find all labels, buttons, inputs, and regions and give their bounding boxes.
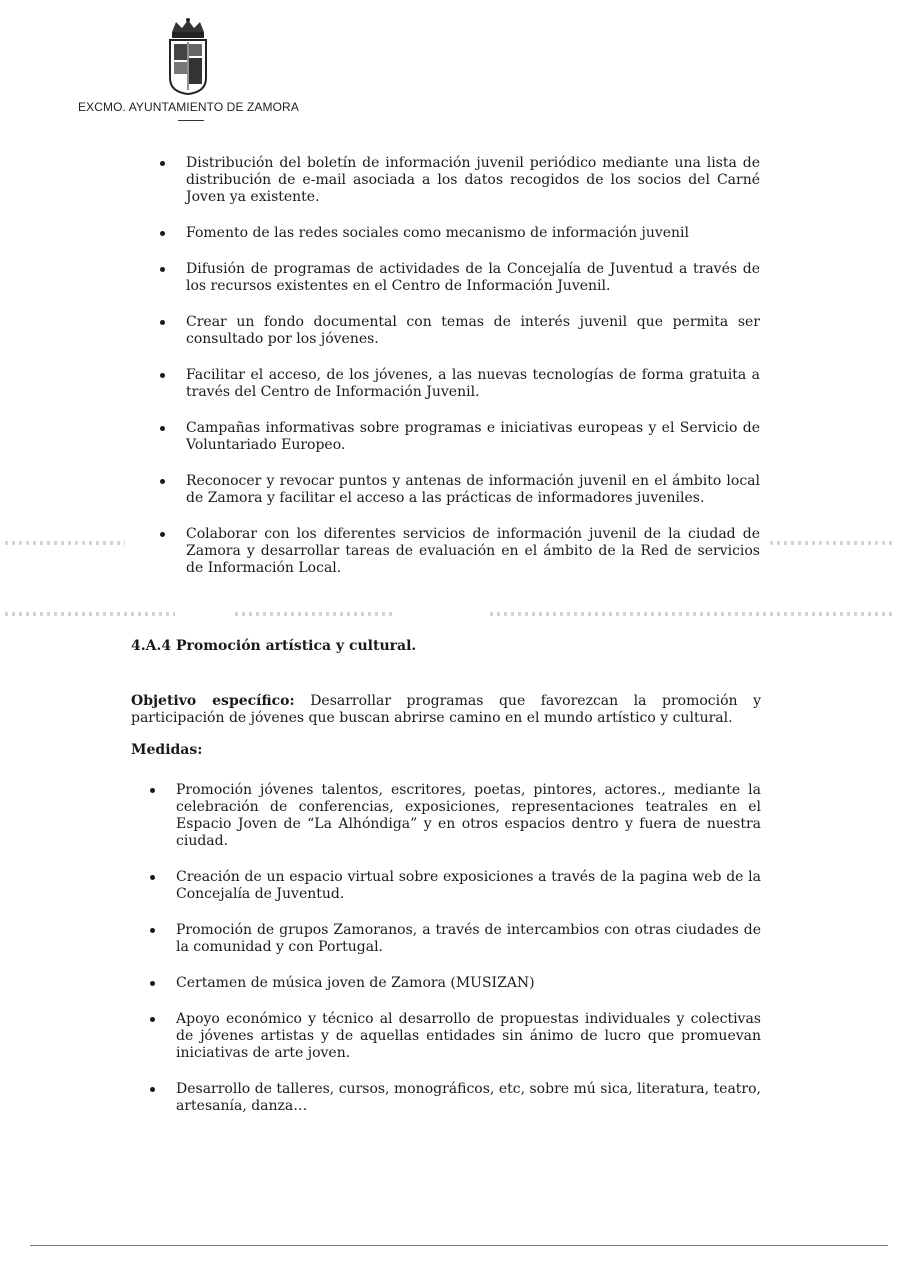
bullet-icon <box>160 161 165 166</box>
list-item: Campañas informativas sobre programas e iniciativas europeas y el Servicio de Voluntariado Europeo. <box>186 420 760 454</box>
section-title: 4.A.4 Promoción artística y cultural. <box>131 638 417 654</box>
bullet-icon <box>160 426 165 431</box>
bullet-icon <box>160 267 165 272</box>
measures-label: Medidas: <box>131 742 203 758</box>
list-item: Desarrollo de talleres, cursos, monográficos, etc, sobre mú sica, literatura, teatro, artesanía, danza… <box>176 1081 761 1115</box>
bullet-icon <box>150 788 155 793</box>
bullet-icon <box>160 532 165 537</box>
bullet-icon <box>150 928 155 933</box>
list-item: Colaborar con los diferentes servicios de información juvenil de la ciudad de Zamora y desarrollar tareas de evaluación en el ámbito de la Red de servicios de Información Local. <box>186 526 760 577</box>
objective-paragraph <box>131 693 761 727</box>
list-item: Promoción de grupos Zamoranos, a través de intercambios con otras ciudades de la comunidad y con Portugal. <box>176 922 761 956</box>
list-item: Distribución del boletín de información juvenil periódico mediante una lista de distribución de e-mail asociada a los datos recogidos de los socios del Carné Joven ya existente. <box>186 155 760 206</box>
scan-noise <box>490 612 895 616</box>
list-item: Promoción jóvenes talentos, escritores, poetas, pintores, actores., mediante la celebración de conferencias, exposiciones, representaciones teatrales en el Espacio Joven de “La Alhóndiga” y en otros espacios dentro y fuera de nuestra ciudad. <box>176 782 761 850</box>
list-item: Creación de un espacio virtual sobre exposiciones a través de la pagina web de la Concejalía de Juventud. <box>176 869 761 903</box>
information-measures-list <box>186 155 760 577</box>
list-item: Certamen de música joven de Zamora (MUSIZAN) <box>176 975 761 992</box>
scan-noise <box>5 612 175 616</box>
objective-text: Desarrollar programas que favorezcan la promoción y participación de jóvenes que buscan abrirse camino en el mundo artístico y cultural. <box>131 693 761 726</box>
bullet-icon <box>150 1087 155 1092</box>
list-item: Reconocer y revocar puntos y antenas de información juvenil en el ámbito local de Zamora y facilitar el acceso a las prácticas de informadores juveniles. <box>186 473 760 507</box>
artistic-measures-list <box>176 782 761 1134</box>
list-item: Crear un fondo documental con temas de interés juvenil que permita ser consultado por los jóvenes. <box>186 314 760 348</box>
coat-of-arms-icon <box>162 18 214 96</box>
bullet-icon <box>160 231 165 236</box>
header-underline <box>178 120 204 121</box>
list-item: Difusión de programas de actividades de la Concejalía de Juventud a través de los recursos existentes en el Centro de Información Juvenil. <box>186 261 760 295</box>
list-item: Fomento de las redes sociales como mecanismo de información juvenil <box>186 225 760 242</box>
bullet-icon <box>150 875 155 880</box>
objective-label: Objetivo específico: <box>131 693 295 709</box>
scan-noise <box>5 541 125 545</box>
footer-divider <box>30 1245 888 1246</box>
list-item: Apoyo económico y técnico al desarrollo de propuestas individuales y colectivas de jóvenes artistas y de aquellas entidades sin ánimo de lucro que promuevan iniciativas de arte joven. <box>176 1011 761 1062</box>
list-item: Facilitar el acceso, de los jóvenes, a las nuevas tecnologías de forma gratuita a través del Centro de Información Juvenil. <box>186 367 760 401</box>
bullet-icon <box>160 479 165 484</box>
bullet-icon <box>150 1017 155 1022</box>
scan-noise <box>235 612 395 616</box>
scan-noise <box>770 541 895 545</box>
bullet-icon <box>150 981 155 986</box>
organization-name: EXCMO. AYUNTAMIENTO DE ZAMORA <box>78 100 299 114</box>
bullet-icon <box>160 373 165 378</box>
bullet-icon <box>160 320 165 325</box>
